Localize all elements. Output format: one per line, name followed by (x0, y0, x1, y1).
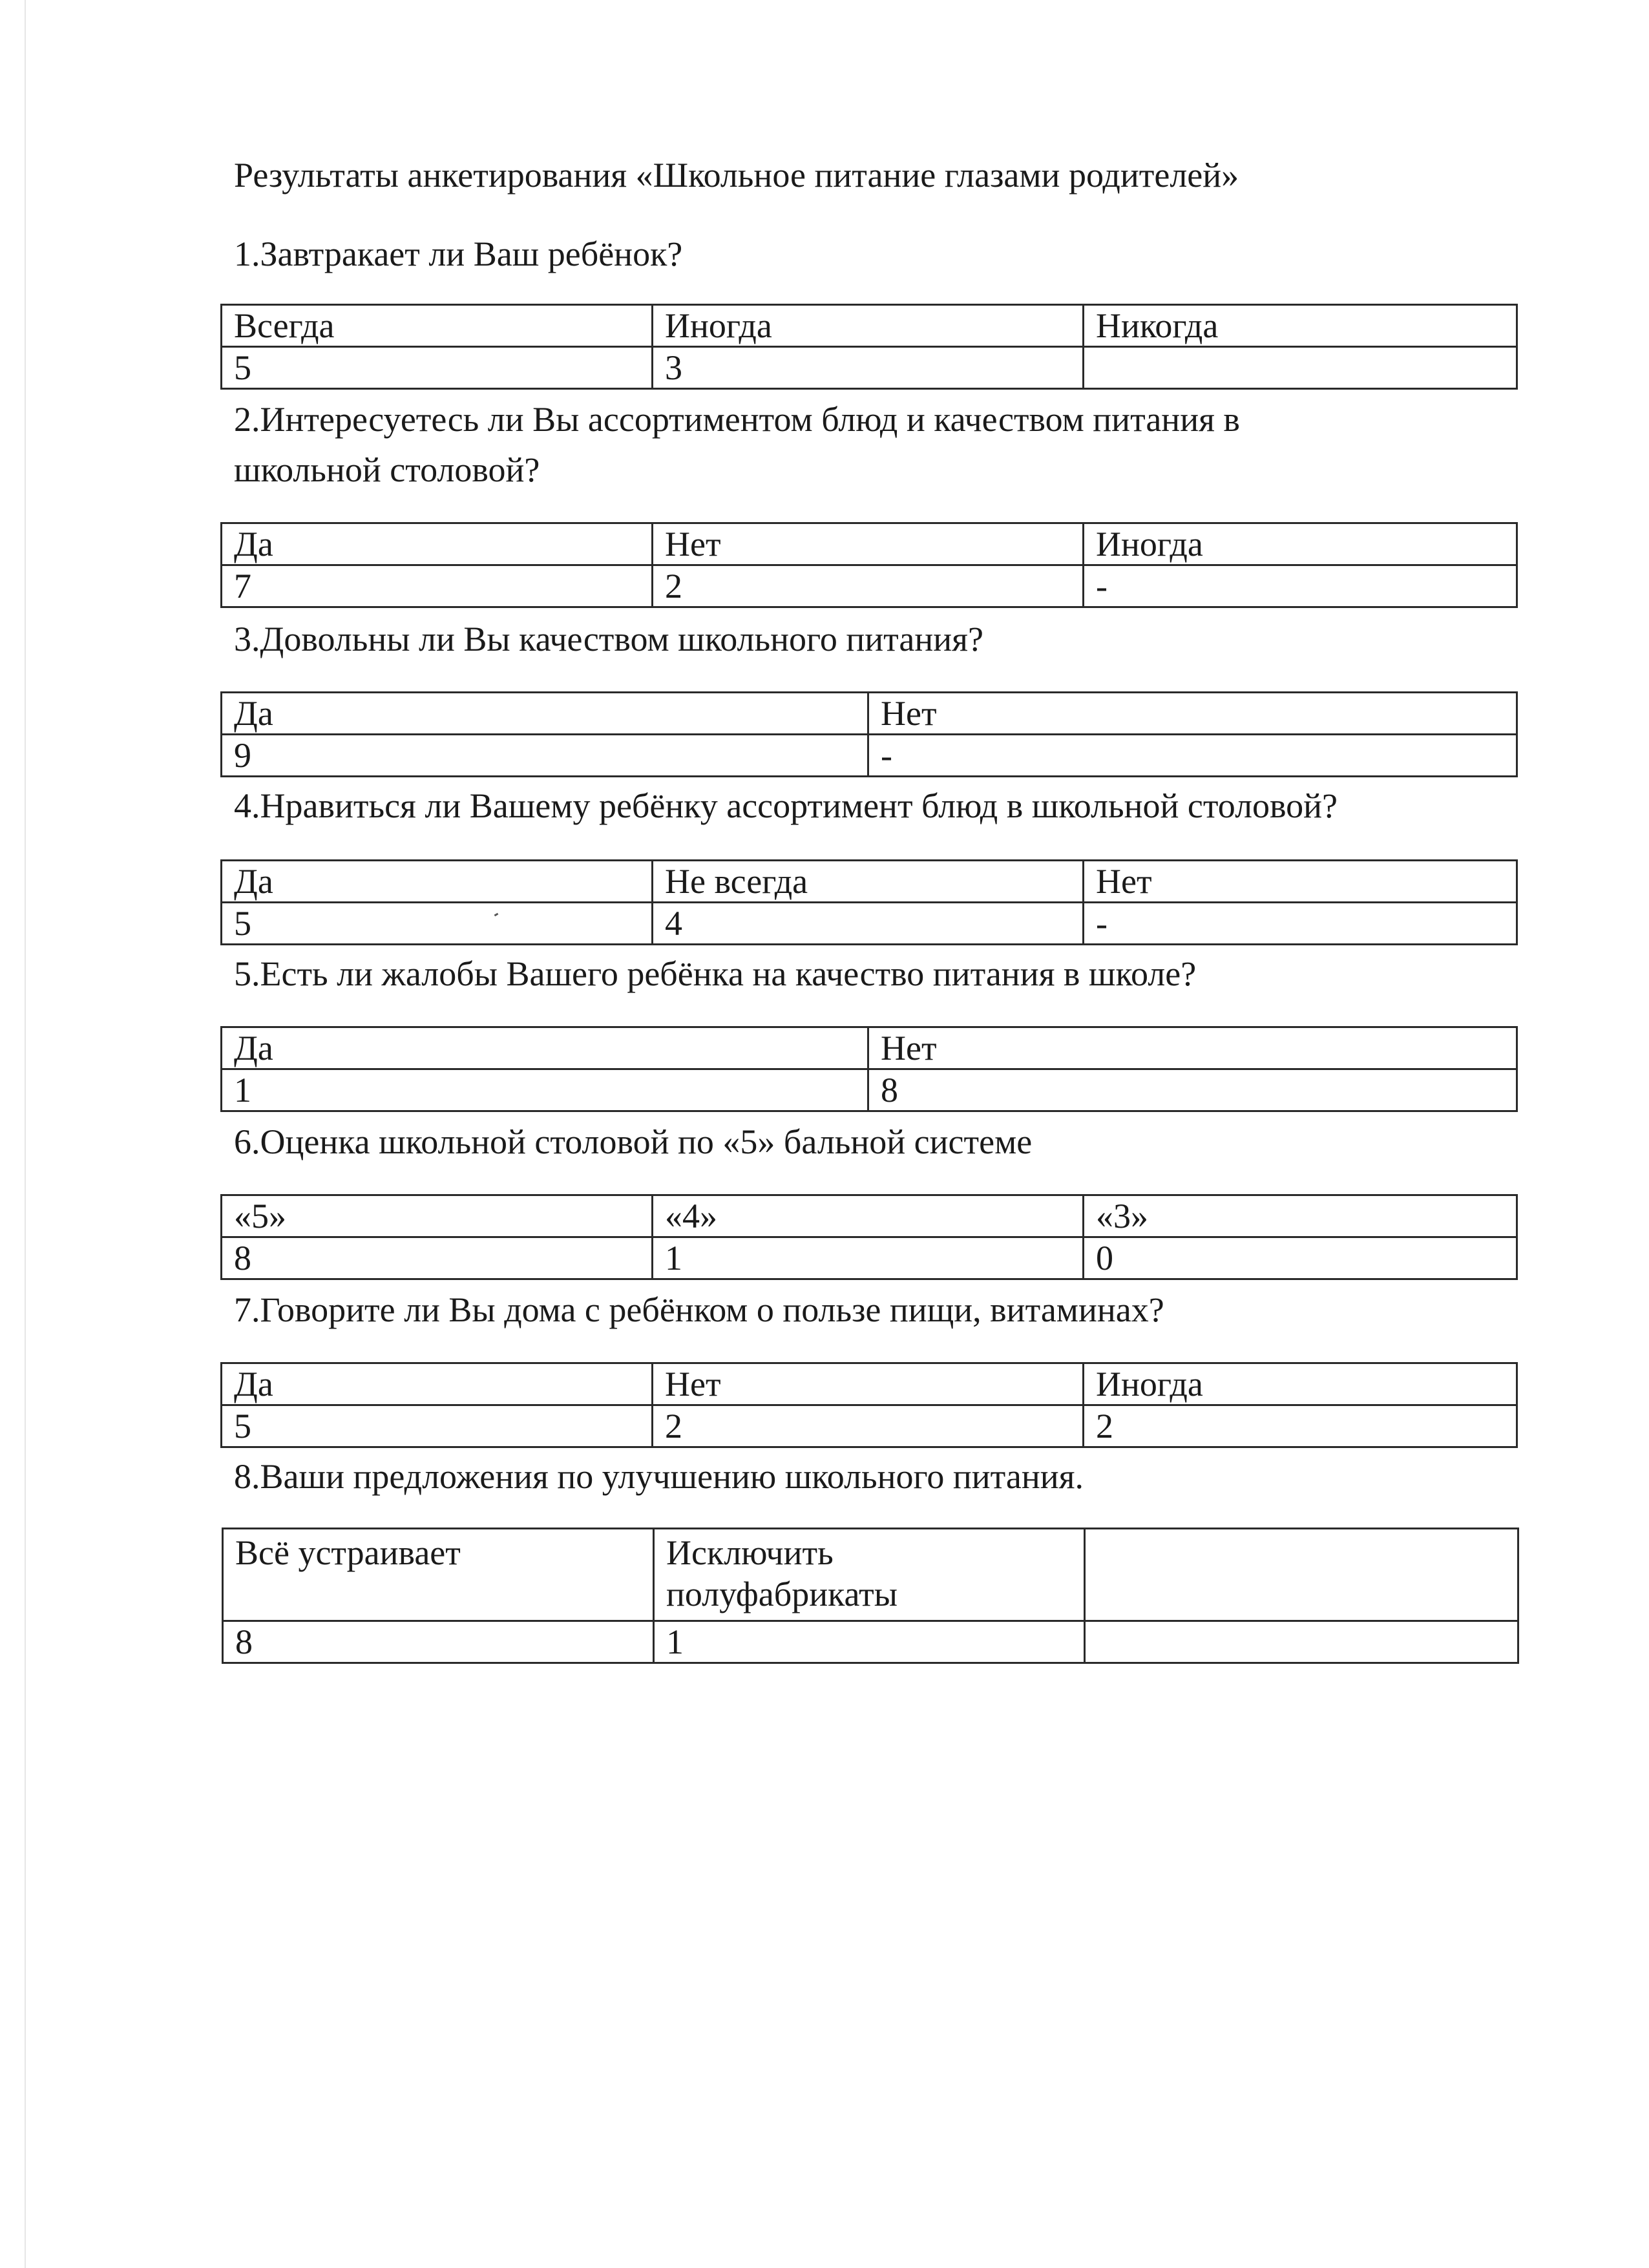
value-cell: 5 (222, 347, 653, 389)
table-value-row (223, 1621, 1518, 1663)
table-header-row (222, 1195, 1517, 1237)
question-6-text: 6.Оценка школьной столовой по «5» бальной системе (234, 1122, 1033, 1161)
table-header-row (222, 305, 1517, 347)
table-value-row (222, 1237, 1517, 1279)
header-cell: Всегда (222, 305, 653, 347)
table-header-row (222, 523, 1517, 565)
header-cell: Нет (868, 1027, 1517, 1069)
header-cell: Да (222, 861, 653, 903)
question-3-text: 3.Довольны ли Вы качеством школьного питания? (234, 620, 983, 658)
header-cell (1085, 1529, 1518, 1621)
value-cell: - (868, 735, 1517, 777)
question-2-text-line1: 2.Интересуетесь ли Вы ассортиментом блюд и качеством питания в (234, 400, 1240, 439)
value-cell: 4 (653, 903, 1084, 945)
value-cell: 2 (653, 565, 1084, 607)
header-cell: Иногда (653, 305, 1084, 347)
value-cell: - (1084, 903, 1517, 945)
value-cell: 8 (868, 1069, 1517, 1111)
value-cell: 1 (654, 1621, 1085, 1663)
question-1-text: 1.Завтракает ли Ваш ребёнок? (234, 235, 683, 273)
question-2-text-line2: школьной столовой? (234, 450, 540, 489)
header-cell: Иногда (1084, 523, 1517, 565)
question-5-text: 5.Есть ли жалобы Вашего ребёнка на качество питания в школе? (234, 954, 1197, 993)
value-cell: 9 (222, 735, 868, 777)
value-cell: 5 (222, 1405, 653, 1447)
question-2-table (220, 522, 1518, 608)
table-header-row (222, 861, 1517, 903)
table-header-row (223, 1529, 1518, 1621)
question-6-table (220, 1194, 1518, 1280)
table-header-row (222, 693, 1517, 735)
header-cell: Да (222, 693, 868, 735)
value-cell: 2 (653, 1405, 1084, 1447)
value-cell (1084, 347, 1517, 389)
scan-edge-line (25, 0, 26, 2268)
header-cell: Да (222, 1363, 653, 1405)
question-5-table (220, 1026, 1518, 1112)
value-cell: 1 (222, 1069, 868, 1111)
header-cell: Исключить полуфабрикаты (654, 1529, 1085, 1621)
question-8-text: 8.Ваши предложения по улучшению школьного питания. (234, 1457, 1084, 1496)
header-cell: Нет (1084, 861, 1517, 903)
value-cell: 3 (653, 347, 1084, 389)
value-cell: 7 (222, 565, 653, 607)
table-value-row (222, 903, 1517, 945)
table-header-row (222, 1363, 1517, 1405)
table-header-row (222, 1027, 1517, 1069)
header-cell: Никогда (1084, 305, 1517, 347)
value-cell: 1 (653, 1237, 1084, 1279)
value-cell: 8 (222, 1237, 653, 1279)
header-cell: «5» (222, 1195, 653, 1237)
table-value-row (222, 1069, 1517, 1111)
document-title: Результаты анкетирования «Школьное питание глазами родителей» (234, 156, 1239, 194)
header-cell: Нет (653, 1363, 1084, 1405)
header-cell: Не всегда (653, 861, 1084, 903)
question-8-table (222, 1528, 1519, 1664)
table-value-row (222, 565, 1517, 607)
header-cell: Да (222, 523, 653, 565)
question-4-text: 4.Нравиться ли Вашему ребёнку ассортимент блюд в школьной столовой? (234, 786, 1338, 825)
question-3-table (220, 691, 1518, 777)
question-7-table (220, 1362, 1518, 1448)
table-value-row (222, 347, 1517, 389)
value-cell: 2 (1084, 1405, 1517, 1447)
header-cell: Нет (868, 693, 1517, 735)
table-value-row (222, 735, 1517, 777)
header-cell: «4» (653, 1195, 1084, 1237)
question-1-table (220, 304, 1518, 390)
question-4-table (220, 859, 1518, 945)
header-cell: Всё устраивает (223, 1529, 654, 1621)
value-cell: 0 (1084, 1237, 1517, 1279)
value-cell: 5 (222, 903, 653, 945)
header-cell: Иногда (1084, 1363, 1517, 1405)
value-cell: 8 (223, 1621, 654, 1663)
header-cell: Да (222, 1027, 868, 1069)
table-value-row (222, 1405, 1517, 1447)
value-cell: - (1084, 565, 1517, 607)
question-7-text: 7.Говорите ли Вы дома с ребёнком о пользе пищи, витаминах? (234, 1290, 1164, 1329)
header-cell: «3» (1084, 1195, 1517, 1237)
value-cell (1085, 1621, 1518, 1663)
header-cell: Нет (653, 523, 1084, 565)
